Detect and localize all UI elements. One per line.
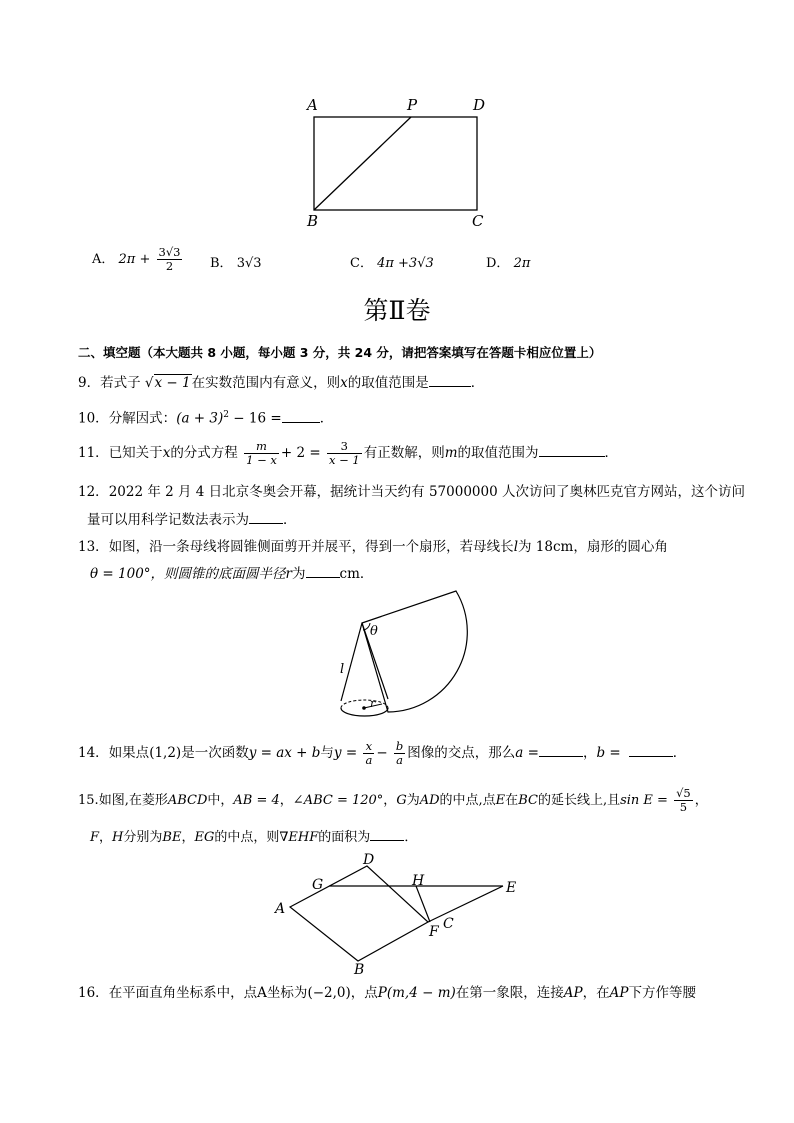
q11-f1-num: m: [244, 440, 279, 454]
q15-bc: BC: [518, 793, 538, 808]
q10-number: 10．: [78, 410, 109, 427]
q13-number: 13．: [78, 539, 109, 555]
q11-fraction-1: [244, 440, 279, 467]
choice-a-fraction: [157, 246, 183, 273]
q15-text-11: 的面积为: [318, 830, 371, 845]
q11-var: x: [162, 445, 171, 461]
q11-number: 11．: [78, 445, 109, 461]
q15-number: 15.: [78, 793, 99, 808]
q15-text-3: 为: [406, 793, 420, 808]
q15-text-2: 中，: [207, 793, 234, 808]
choice-b-expr: 3√3: [236, 256, 262, 271]
label-c: C: [443, 916, 454, 932]
q14-func-2-lead: y =: [333, 745, 358, 761]
label-p: P: [407, 96, 418, 114]
q14-answer-b-blank[interactable]: [629, 742, 673, 757]
question-14: [78, 740, 686, 767]
q13-line-2a: θ = 100°，则圆锥的底面圆半径: [90, 566, 286, 582]
choice-b-letter: B．: [210, 256, 233, 271]
choice-b: [210, 252, 262, 271]
rhombus-abcd: [290, 866, 428, 961]
q15-comma-3: ，: [694, 793, 708, 808]
label-theta: θ: [370, 624, 378, 639]
q14-a-eq: a =: [515, 745, 539, 761]
label-d: D: [363, 852, 375, 868]
q14-end: ．: [672, 745, 687, 761]
q15-h: H: [112, 830, 124, 845]
q15-answer-blank[interactable]: [370, 826, 404, 841]
q15-text-6: 的延长线上,且: [537, 793, 621, 808]
q11-mid: + 2 =: [280, 445, 321, 461]
q15-text-1: 如图,在菱形: [98, 793, 168, 808]
q15-text-8: 分别为: [123, 830, 163, 845]
q9-text-3: 的取值范围是: [347, 375, 429, 391]
q15-text-7: ，: [99, 830, 113, 845]
q11-end: ．: [604, 445, 619, 461]
question-15: [78, 787, 708, 814]
choice-a-expr: 2π +: [118, 252, 151, 267]
rhombus-figure: [270, 848, 530, 978]
q15-comma-1: ，: [279, 793, 293, 808]
label-f: F: [429, 924, 439, 940]
q15-text-9: ，: [181, 830, 195, 845]
q15-sin-den: 5: [679, 800, 688, 814]
question-11: [78, 440, 618, 467]
q15-sin-num: √5: [676, 786, 691, 800]
q10-expr-2: − 16 =: [229, 410, 282, 427]
q14-fa-num: x: [363, 740, 374, 754]
q15-comma-2: ，: [383, 793, 397, 808]
q10-end: ．: [319, 410, 334, 427]
q14-fraction-b: [394, 740, 405, 767]
question-9: [78, 372, 484, 393]
q16-a-coord: (−2,0): [307, 985, 351, 1001]
rectangle-abcd: [314, 117, 477, 210]
choice-a-den: 2: [165, 259, 174, 273]
q14-fa-den: a: [365, 753, 373, 767]
q11-text-2: 的分式方程: [170, 445, 238, 461]
label-a: A: [307, 96, 318, 114]
q11-answer-blank[interactable]: [539, 442, 605, 457]
q11-text-4: 的取值范围为: [457, 445, 539, 461]
label-g: G: [312, 877, 324, 893]
q9-text-2: 在实数范围内有意义，则: [191, 375, 341, 391]
q9-end: ．: [470, 375, 485, 391]
q14-fb-num: b: [395, 739, 404, 753]
q16-text-5: 下方作等腰: [628, 985, 696, 1001]
q11-text-1: 已知关于: [108, 445, 163, 461]
segment-bp: [314, 117, 411, 210]
q16-text-3: 在第一象限，连接: [455, 985, 564, 1001]
q16-text-1: 在平面直角坐标系中，点A坐标为: [108, 985, 308, 1001]
q11-f1-den: 1 − x: [246, 453, 277, 467]
choice-a-letter: A．: [92, 252, 115, 267]
q16-text-2: ，点: [350, 985, 378, 1001]
q15-end: ．: [404, 830, 418, 845]
q14-fb-den: a: [396, 753, 404, 767]
question-10: [78, 405, 333, 429]
q10-expr: (a + 3): [176, 410, 224, 427]
q9-radical: √x − 1: [144, 375, 191, 391]
q15-eg: EG: [194, 830, 215, 845]
q13-line-2b: 为: [292, 566, 306, 582]
q10-exponent: 2: [223, 410, 229, 420]
label-r: r: [370, 697, 376, 710]
choice-a-num: 3√3: [158, 245, 181, 259]
q12-end: ．: [283, 512, 297, 528]
question-12-cont: [87, 509, 297, 530]
q12-line-2: 量可以用科学记数法表示为: [87, 512, 249, 528]
q12-line-1: 2022 年 2 月 4 日北京冬奥会开幕，据统计当天约有 57000000 人次访问了奥林匹克官方网站，这个访问: [108, 484, 745, 500]
q15-sin-fraction: [674, 787, 693, 814]
question-13: [78, 537, 668, 557]
choice-c-letter: C．: [350, 256, 373, 271]
q14-text-4: 图像的交点，那么: [407, 745, 516, 761]
q9-answer-blank[interactable]: [429, 372, 471, 387]
question-15-cont: [90, 826, 417, 848]
q12-answer-blank[interactable]: [249, 509, 283, 524]
choice-c: [350, 252, 434, 271]
q9-number: 9．: [78, 375, 101, 391]
q9-text-1: 若式子: [100, 375, 141, 391]
q11-f2-den: x − 1: [328, 453, 360, 467]
label-l: l: [340, 662, 345, 677]
label-b: B: [307, 212, 319, 230]
q13-unit: cm．: [339, 566, 374, 582]
q13-line-1: 如图，沿一条母线将圆锥侧面剪开并展平，得到一个扇形，若母线长: [108, 539, 514, 555]
label-d: D: [473, 96, 486, 114]
q15-g: G: [396, 793, 407, 808]
q13-line-1b: 为 18cm，扇形的圆心角: [518, 539, 668, 555]
q14-b-eq: b =: [596, 745, 621, 761]
q15-sin: sin E =: [620, 793, 668, 808]
question-12: [78, 482, 745, 502]
q15-ab: AB = 4: [233, 793, 280, 808]
q15-angle: ∠ABC = 120°: [292, 793, 384, 808]
choice-d: [486, 252, 530, 271]
q16-text-4: ，在: [582, 985, 610, 1001]
question-13-cont: [90, 563, 373, 584]
q13-answer-blank[interactable]: [306, 563, 340, 578]
choice-d-expr: 2π: [513, 256, 531, 271]
label-a: A: [275, 901, 286, 917]
choice-d-letter: D．: [486, 256, 510, 271]
q14-fraction-a: [363, 740, 374, 767]
q10-text: 分解因式：: [108, 410, 177, 427]
q14-text-3: 与: [320, 745, 334, 761]
q14-minus: −: [376, 745, 388, 761]
q16-ap-2: AP: [609, 985, 629, 1001]
q15-text-5: 在: [505, 793, 519, 808]
q15-text-4: 的中点,点: [439, 793, 496, 808]
q15-text-10: 的中点，则: [214, 830, 280, 845]
q14-func-1: y = ax + b: [248, 745, 321, 761]
q16-number: 16．: [78, 985, 109, 1001]
q13-var-l: l: [513, 539, 519, 555]
label-e: E: [506, 880, 517, 896]
label-h: H: [412, 873, 425, 889]
q13-var-r: r: [285, 566, 293, 582]
q15-e: E: [495, 793, 506, 808]
q10-answer-blank[interactable]: [282, 408, 320, 423]
q14-sep: ，: [582, 745, 597, 761]
q14-number: 14．: [78, 745, 109, 761]
q11-fraction-2: [327, 440, 362, 467]
q14-text-2: 是一次函数: [181, 745, 249, 761]
q16-p-coord: P(m,4 − m): [377, 985, 456, 1001]
q14-text-1: 如果点: [108, 745, 150, 761]
sector-shape: [362, 591, 467, 712]
bc-extension: [428, 886, 503, 922]
q14-answer-a-blank[interactable]: [539, 742, 583, 757]
q14-point: (1,2): [149, 745, 182, 761]
q16-ap: AP: [563, 985, 583, 1001]
q9-radicand: x − 1: [154, 375, 191, 391]
label-c: C: [472, 212, 484, 230]
q12-number: 12．: [78, 484, 109, 500]
q15-ad: AD: [419, 793, 440, 808]
q15-f: F: [90, 830, 100, 845]
volume-title: 第Ⅱ卷: [363, 296, 431, 325]
q15-triangle: ∇EHF: [279, 830, 319, 845]
question-16: [78, 983, 696, 1003]
q11-var-2: m: [444, 445, 458, 461]
q15-be: BE: [162, 830, 182, 845]
rectangle-figure: [300, 90, 500, 235]
section-header: 二、填空题（本大题共 8 小题，每小题 3 分，共 24 分，请把答案填写在答题卡相应位置上）: [78, 345, 602, 360]
q15-abcd: ABCD: [167, 793, 208, 808]
cone-sector-figure: [330, 588, 470, 728]
choice-c-expr: 4π +3√3: [377, 256, 434, 271]
q11-f2-num: 3: [327, 440, 362, 454]
base-center-dot: [362, 706, 366, 710]
q9-var: x: [340, 375, 348, 391]
choice-a: [92, 246, 184, 273]
label-b: B: [354, 962, 365, 978]
q11-text-3: 有正数解，则: [363, 445, 445, 461]
